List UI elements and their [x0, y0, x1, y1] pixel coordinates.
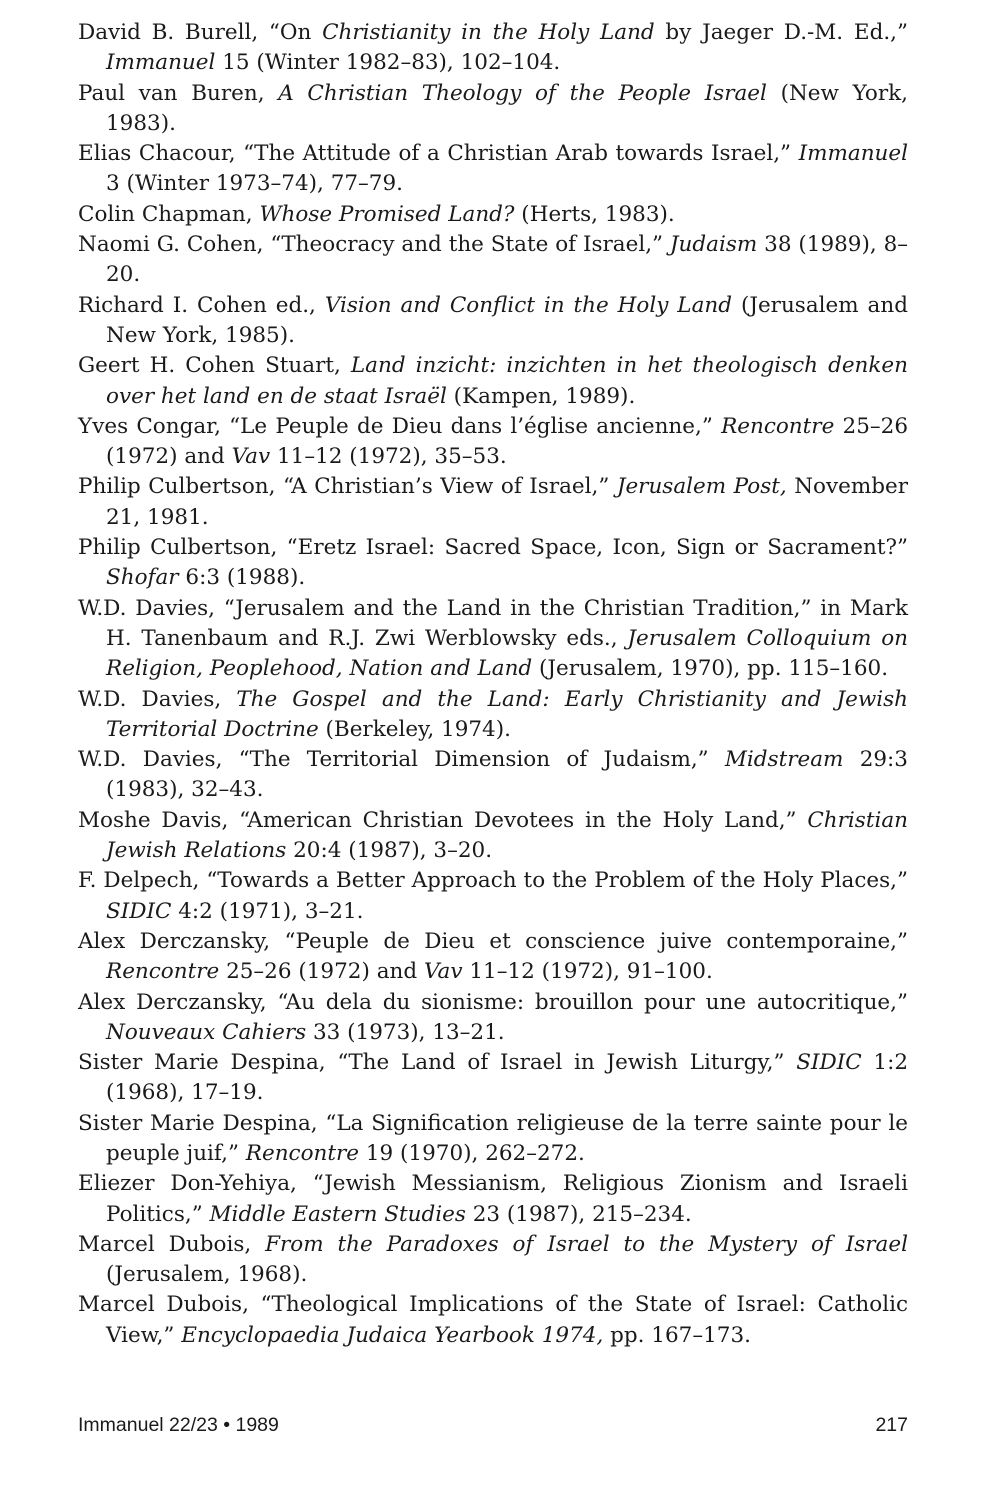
entry-text: Alex Derczansky, “Peuple de Dieu et conscience juive contemporaine,”	[78, 928, 908, 954]
entry-text: (Kampen, 1989).	[446, 383, 636, 409]
entry-italic-text: Shofar	[106, 565, 179, 591]
entry-text: 11–12 (1972), 35–53.	[270, 444, 507, 470]
entry-text: (New York, 1983).	[106, 80, 909, 136]
entry-text: pp. 167–173.	[603, 1322, 751, 1348]
entry-text: Paul van Buren,	[78, 80, 279, 106]
entry-text: Richard I. Cohen ed.,	[78, 292, 325, 318]
entry-text: Alex Derczansky, “Au dela du sionisme: brouillon pour une autocritique,”	[78, 989, 908, 1015]
entry-text: Sister Marie Despina, “The Land of Israel in Jewish Liturgy,”	[78, 1050, 797, 1076]
entry-italic-text: Rencontre	[721, 413, 835, 439]
entry-text: November 21, 1981.	[106, 474, 908, 530]
entry-text: 4:2 (1971), 3–21.	[171, 898, 364, 924]
entry-text: 11–12 (1972), 91–100.	[462, 959, 713, 985]
bibliography-entry	[78, 533, 908, 594]
entry-text: Elias Chacour, “The Attitude of a Christian Arab towards Israel,”	[78, 141, 799, 167]
entry-italic-text: The Gospel and the Land: Early Christianity and Jewish Territorial Doctrine	[106, 686, 908, 742]
entry-text: Philip Culbertson, “A Christian’s View of Israel,”	[78, 474, 617, 500]
entry-text: David B. Burell, “On	[78, 20, 323, 45]
entry-italic-text: From the Paradoxes of Israel to the Mystery of Israel	[265, 1231, 908, 1257]
entry-text: 15 (Winter 1982–83), 102–104.	[215, 50, 561, 76]
entry-italic-text: Jerusalem Colloquium on Religion, Peoplehood, Nation and Land	[106, 625, 909, 682]
entry-text: 3 (Winter 1973–74), 77–79.	[106, 171, 404, 197]
entry-text: 29:3 (1983), 32–43.	[106, 747, 908, 803]
entry-text: Moshe Davis, “American Christian Devotees in the Holy Land,”	[78, 807, 808, 833]
bibliography-entry	[78, 351, 908, 412]
entry-italic-text: Land inzicht: inzichten in het theologisch denken over het land en de staat Israël	[106, 353, 908, 409]
entry-italic-text: SIDIC	[106, 898, 172, 924]
entry-text: 1:2 (1968), 17–19.	[106, 1050, 908, 1106]
entry-text: (Jerusalem, 1970), pp. 115–160.	[532, 656, 889, 682]
entry-italic-text: Judaism	[669, 232, 758, 258]
journal-issue: Immanuel 22/23 • 1989	[78, 1414, 279, 1436]
entry-italic-text: Rencontre	[106, 959, 220, 985]
bibliography-entry	[78, 806, 908, 867]
bibliography-entry	[78, 745, 908, 806]
entry-italic-text: Midstream	[724, 747, 844, 773]
entry-text: Sister Marie Despina, “La Signification religieuse de la terre sainte pour le peuple juif,”	[78, 1110, 908, 1166]
bibliography-entry	[78, 1109, 908, 1170]
entry-italic-text: Christianity in the Holy Land	[322, 20, 655, 45]
bibliography-entry	[78, 79, 908, 140]
entry-text: (Jerusalem and New York, 1985).	[106, 292, 908, 348]
entry-text: 20:4 (1987), 3–20.	[286, 838, 493, 864]
entry-italic-text: A Christian Theology of the People Israel	[278, 80, 767, 106]
entry-italic-text: Vav	[423, 959, 463, 985]
entry-text: Yves Congar, “Le Peuple de Dieu dans l’église ancienne,”	[78, 413, 722, 439]
entry-italic-text: Nouveaux Cahiers	[106, 1019, 307, 1045]
entry-text: 25–26 (1972) and	[106, 413, 908, 470]
entry-italic-text: Vision and Conflict in the Holy Land	[324, 292, 733, 318]
bibliography-entry	[78, 139, 908, 200]
bibliography-entry	[78, 1230, 908, 1291]
entry-text: Colin Chapman,	[78, 201, 260, 227]
bibliography-entry	[78, 927, 908, 988]
entry-italic-text: Whose Promised Land?	[259, 201, 515, 227]
entry-italic-text: SIDIC	[796, 1050, 862, 1076]
bibliography-entry	[78, 412, 908, 473]
entry-text: (Herts, 1983).	[514, 201, 675, 227]
page-number: 217	[875, 1414, 908, 1436]
bibliography-entry	[78, 1048, 908, 1109]
entry-text: Geert H. Cohen Stuart,	[78, 353, 351, 379]
bibliography-entry	[78, 200, 908, 230]
bibliography-entry	[78, 1169, 908, 1230]
entry-italic-text: Jerusalem Post,	[616, 474, 787, 500]
entry-text: Philip Culbertson, “Eretz Israel: Sacred Space, Icon, Sign or Sacrament?”	[78, 535, 908, 561]
entry-text: Marcel Dubois, “Theological Implications of the State of Israel: Catholic View,”	[78, 1292, 908, 1348]
bibliography-entry	[78, 685, 908, 746]
entry-text: (Jerusalem, 1968).	[106, 1262, 308, 1288]
entry-text: W.D. Davies, “Jerusalem and the Land in the Christian Tradition,” in Mark H. Tanenbaum and R.J. Zwi Werblowsky eds.,	[78, 595, 908, 651]
bibliography-entry	[78, 230, 908, 291]
entry-text: Eliezer Don-Yehiya, “Jewish Messianism, Religious Zionism and Israeli Politics,”	[78, 1171, 908, 1227]
entry-text: 33 (1973), 13–21.	[306, 1019, 505, 1045]
bibliography-entry	[78, 988, 908, 1049]
entry-italic-text: Vav	[231, 444, 271, 470]
entry-text: Naomi G. Cohen, “Theocracy and the State of Israel,”	[78, 232, 670, 258]
bibliography-entry	[78, 472, 908, 533]
entry-text: (Berkeley, 1974).	[318, 716, 511, 742]
bibliography-entry	[78, 1290, 908, 1351]
entry-italic-text: Encyclopaedia Judaica Yearbook 1974,	[181, 1322, 604, 1348]
entry-text: Marcel Dubois,	[78, 1231, 266, 1257]
bibliography-list	[78, 18, 908, 1351]
entry-text: 38 (1989), 8–20.	[106, 232, 909, 288]
entry-italic-text: Christian Jewish Relations	[106, 807, 908, 864]
entry-text: by Jaeger D.-M. Ed.,”	[654, 20, 908, 45]
entry-italic-text: Immanuel	[798, 141, 908, 167]
entry-italic-text: Middle Eastern Studies	[209, 1201, 466, 1227]
bibliography-entry	[78, 18, 908, 79]
entry-text: W.D. Davies, “The Territorial Dimension of Judaism,”	[78, 747, 725, 773]
entry-text: 19 (1970), 262–272.	[359, 1140, 585, 1166]
entry-text: F. Delpech, “Towards a Better Approach to the Problem of the Holy Places,”	[78, 868, 908, 894]
entry-italic-text: Immanuel	[106, 50, 216, 76]
entry-text: 6:3 (1988).	[178, 565, 306, 591]
entry-text: W.D. Davies,	[78, 686, 237, 712]
bibliography-entry	[78, 594, 908, 685]
entry-text: 25–26 (1972) and	[219, 959, 424, 985]
bibliography-entry	[78, 291, 908, 352]
bibliography-entry	[78, 866, 908, 927]
page-footer	[78, 1414, 908, 1437]
entry-text: 23 (1987), 215–234.	[465, 1201, 692, 1227]
entry-italic-text: Rencontre	[245, 1140, 360, 1166]
